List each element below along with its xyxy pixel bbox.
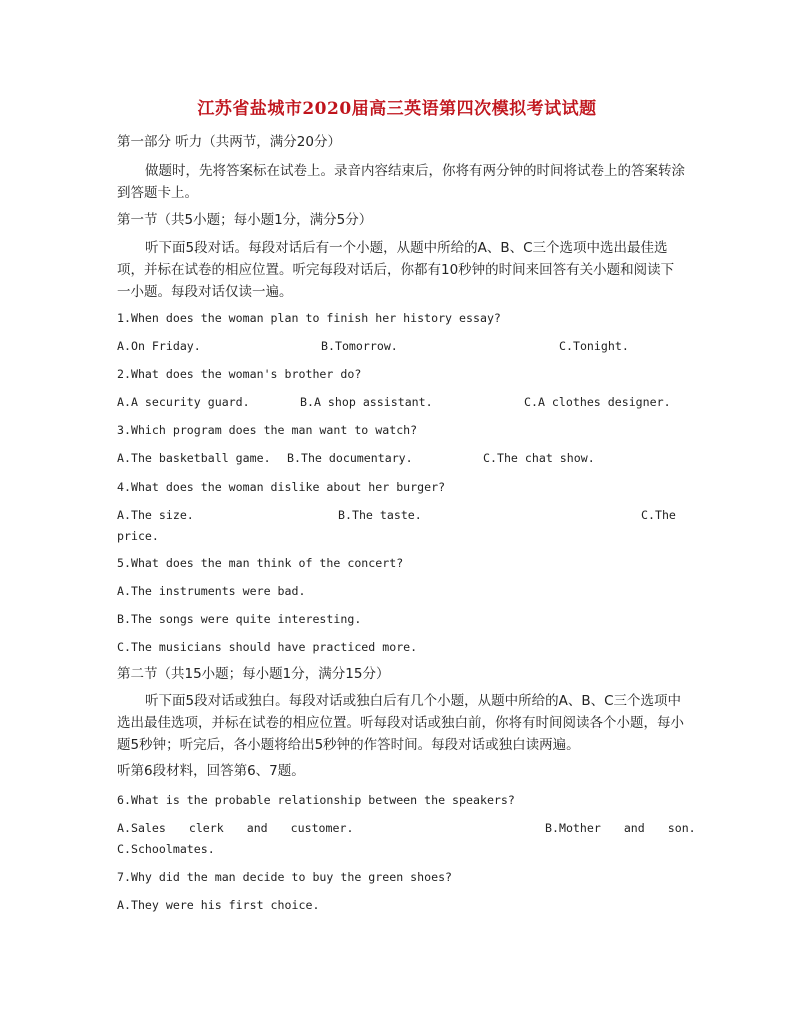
question-1-options (117, 336, 677, 356)
q6-option-a[interactable]: A.Sales clerk and customer. (117, 821, 354, 835)
question-5-stem: 5.What does the man think of the concert? (117, 556, 404, 570)
q7-option-a[interactable]: A.They were his first choice. (117, 898, 320, 912)
section1-heading: 第一节（共5小题；每小题1分，满分5分） (117, 212, 373, 228)
q4-option-a[interactable]: A.The size. (117, 508, 194, 522)
q6-option-b[interactable]: B.Mother and son. (545, 821, 696, 835)
q5-option-c[interactable]: C.The musicians should have practiced more. (117, 640, 418, 654)
material-6-heading: 听第6段材料，回答第6、7题。 (117, 763, 305, 779)
question-4-options (117, 505, 677, 525)
q5-option-b[interactable]: B.The songs were quite interesting. (117, 612, 362, 626)
question-6-options (117, 818, 696, 838)
q2-option-a[interactable]: A.A security guard. (117, 395, 250, 409)
page-title: 江苏省盐城市2020届高三英语第四次模拟考试试题 (197, 99, 597, 119)
question-3-stem: 3.Which program does the man want to watch? (117, 423, 418, 437)
section1-instructions: 听下面5段对话。每段对话后有一个小题，从题中所给的A、B、C三个选项中选出最佳选项，并标在试卷的相应位置。听完每段对话后，你都有10秒钟的时间来回答有关小题和阅读下一小题。每段对话仅读一遍。 (117, 240, 675, 300)
q3-option-c[interactable]: C.The chat show. (483, 451, 595, 465)
q3-option-a[interactable]: A.The basketball game. (117, 451, 271, 465)
section2-heading: 第二节（共15小题；每小题1分，满分15分） (117, 666, 390, 682)
q3-option-b[interactable]: B.The documentary. (287, 451, 413, 465)
question-3-options (117, 448, 677, 468)
question-6-stem: 6.What is the probable relationship between the speakers? (117, 793, 515, 807)
instructions-paragraph: 做题时，先将答案标在试卷上。录音内容结束后，你将有两分钟的时间将试卷上的答案转涂到答题卡上。 (117, 163, 685, 201)
q1-option-c[interactable]: C.Tonight. (559, 339, 629, 353)
q2-option-b[interactable]: B.A shop assistant. (300, 395, 433, 409)
section2-instructions: 听下面5段对话或独白。每段对话或独白后有几个小题，从题中所给的A、B、C三个选项中选出最佳选项，并标在试卷的相应位置。听每段对话或独白前，你将有时间阅读各个小题，每小题5秒钟；听完后，各小题将给出5秒钟的作答时间。每段对话或独白读两遍。 (117, 693, 684, 753)
question-4-stem: 4.What does the woman dislike about her burger? (117, 480, 446, 494)
part1-heading: 第一部分 听力（共两节，满分20分） (117, 134, 341, 150)
question-2-options (117, 392, 677, 412)
q5-option-a[interactable]: A.The instruments were bad. (117, 584, 306, 598)
q6-option-c[interactable]: C.Schoolmates. (117, 842, 215, 856)
q1-option-b[interactable]: B.Tomorrow. (321, 339, 398, 353)
q4-option-c-continued: price. (117, 529, 159, 543)
q1-option-a[interactable]: A.On Friday. (117, 339, 201, 353)
question-1-stem: 1.When does the woman plan to finish her history essay? (117, 311, 501, 325)
question-7-stem: 7.Why did the man decide to buy the green shoes? (117, 870, 453, 884)
q4-option-c[interactable]: C.The (641, 508, 676, 522)
q2-option-c[interactable]: C.A clothes designer. (524, 395, 671, 409)
question-2-stem: 2.What does the woman's brother do? (117, 367, 362, 381)
q4-option-b[interactable]: B.The taste. (338, 508, 422, 522)
